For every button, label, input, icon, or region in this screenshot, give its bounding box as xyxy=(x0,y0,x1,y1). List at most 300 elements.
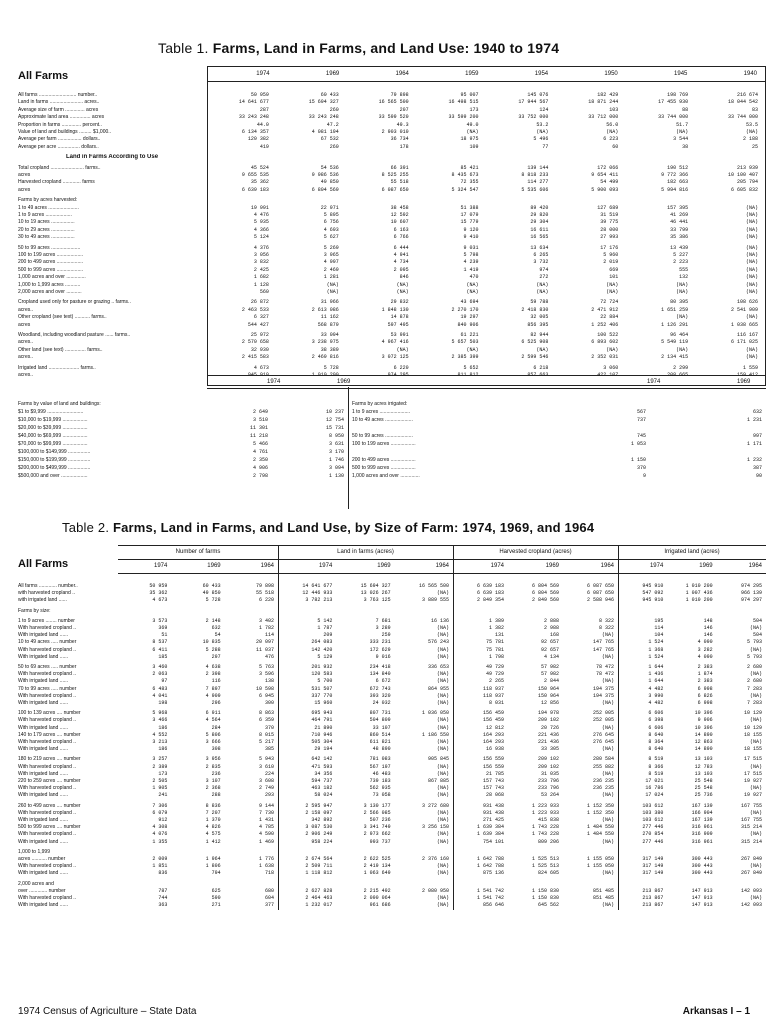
table1-cell xyxy=(487,197,557,204)
table2-cell: 317 149 xyxy=(642,856,664,862)
table2-row-label: 140 to 179 acres .... number xyxy=(18,731,81,738)
table2-cell: (NA) xyxy=(436,671,449,678)
table2-row-label: With harvested cropland .. xyxy=(18,809,77,816)
table2-cell: 31 035 xyxy=(540,770,559,777)
value-distribution-value: 1 746 xyxy=(328,457,344,463)
table1-cell: 6 163 xyxy=(393,226,409,233)
table1-cell: 3 238 975 xyxy=(311,339,339,346)
table2-cell: 284 xyxy=(211,724,221,731)
table2-row-label: 1,000 to 1,999 xyxy=(18,848,50,855)
table2-cell: 25 548 xyxy=(694,778,713,784)
table2-all-farms-heading: All Farms xyxy=(18,558,69,570)
table1-cell: 38 xyxy=(682,143,689,150)
table2-row-values xyxy=(118,771,766,778)
table2-cell: 3 272 680 xyxy=(421,802,449,809)
table1-row-values xyxy=(207,205,766,212)
table1-cell: 3 072 125 xyxy=(381,354,409,361)
table1-cell: 145 076 xyxy=(527,92,549,98)
irrigated-distribution-value: 370 xyxy=(636,465,646,471)
table2-cell: (NA) xyxy=(601,870,614,877)
table2-row-values xyxy=(118,824,766,831)
table2-cell: 2 376 160 xyxy=(421,856,449,862)
table2-cell: 209 102 xyxy=(537,756,559,763)
table2-row-values xyxy=(118,678,766,685)
table2-cell: 3 608 xyxy=(258,778,274,784)
table2-row-values xyxy=(118,671,766,678)
table1-cell: 1 252 406 xyxy=(591,321,619,328)
table1-cell: (NA) xyxy=(745,252,758,258)
table2-cell: 2 835 xyxy=(205,763,221,770)
table2-cell: 1 541 742 xyxy=(476,895,504,901)
table1-cell: 2 469 816 xyxy=(311,354,339,361)
table2-row-values xyxy=(118,647,766,654)
table2-cell: 6 639 183 xyxy=(476,590,504,597)
table2-cell: 146 xyxy=(703,625,713,631)
table2-cell: (NA) xyxy=(749,717,762,724)
table2-header xyxy=(118,545,766,574)
table1-cell: 2 385 399 xyxy=(451,354,479,361)
table2-cell: 277 446 xyxy=(642,824,664,831)
table2-cell: (NA) xyxy=(601,746,614,753)
table2-cell: 116 xyxy=(211,678,221,685)
table2-cell: 103 380 xyxy=(642,809,664,816)
table2-row-label: 10 to 49 acres ..... number xyxy=(18,639,77,646)
table1-cell xyxy=(207,197,277,204)
table2-row-values xyxy=(118,856,766,863)
table1-row-label: Value of land and buildings ......... $1,000.. xyxy=(18,129,112,135)
table2-row-label: With irrigated land ...... xyxy=(18,632,69,639)
table2-cell: 7 897 xyxy=(205,685,221,692)
table1-cell: 51 388 xyxy=(460,204,479,211)
table2-cell: 10 396 xyxy=(694,724,713,731)
table1-cell: 8 435 673 xyxy=(451,172,479,178)
table2-cell: 2 389 xyxy=(152,763,168,770)
table2-cell: 363 xyxy=(158,902,168,909)
table2-cell: 194 375 xyxy=(592,692,614,699)
table2-cell: 1 036 050 xyxy=(421,710,449,717)
table2-cell: 5 129 xyxy=(317,653,333,660)
table2-cell: 336 653 xyxy=(427,664,449,670)
value-distribution-value: 1 130 xyxy=(328,473,344,479)
table2-row-values xyxy=(118,764,766,771)
table2-cell: 9 016 xyxy=(375,653,391,660)
table1-cell: 33 243 248 xyxy=(308,114,339,121)
table2-row-label: 50 to 69 acres ..... number xyxy=(18,664,77,670)
table2-cell: 5 793 xyxy=(746,639,762,646)
table1-cell: 5 935 xyxy=(253,219,269,226)
table2-year-col: 1969 xyxy=(207,563,221,569)
table2-cell: 6 672 xyxy=(375,678,391,685)
table2-cell: 1 484 550 xyxy=(586,824,614,831)
table2-cell: 16 938 xyxy=(485,746,504,753)
table2-cell: 120 583 xyxy=(311,671,333,678)
table1-row-label: acres xyxy=(18,186,31,193)
table1-cell: 38 458 xyxy=(390,204,409,211)
table1-cell: 18 871 244 xyxy=(588,99,619,106)
table1-row-label: 1,000 to 1,999 acres ........... xyxy=(18,281,81,288)
table2-cell: 75 781 xyxy=(485,639,504,646)
irrigated-distribution-value: 387 xyxy=(752,465,762,471)
table2-cell: 147 765 xyxy=(592,639,614,646)
table1-cell: 1 848 130 xyxy=(381,306,409,313)
table2-cell: (NA) xyxy=(749,831,762,838)
table1-cell: 59 788 xyxy=(530,299,549,306)
table2-cell: 264 083 xyxy=(311,639,333,646)
table1-cell: 120 382 xyxy=(247,136,269,143)
table2-cell: 1 155 050 xyxy=(586,856,614,862)
table2-cell: 8 640 xyxy=(648,746,664,753)
table2-cell: 14 890 xyxy=(694,746,713,753)
table1-cell: 4 366 xyxy=(253,226,269,233)
table2-cell: 146 xyxy=(703,632,713,639)
table2-cell: 10 598 xyxy=(255,685,274,692)
table2-cell: 271 425 xyxy=(482,817,504,823)
table2-cell: 2 973 662 xyxy=(363,831,391,838)
table1-cell: 8 525 255 xyxy=(381,172,409,178)
table2-cell: 19 927 xyxy=(743,778,762,784)
table1-cell: 56.0 xyxy=(606,121,619,128)
irrigated-distribution-value: 567 xyxy=(636,409,646,415)
table2-cell: (NA) xyxy=(601,632,614,639)
table1-cell: 46 441 xyxy=(670,219,689,226)
table2-cell: 4 826 xyxy=(205,824,221,831)
table2-cell: 1 436 xyxy=(648,671,664,678)
table2-cell: (NA) xyxy=(436,653,449,660)
table2-cell: 147 913 xyxy=(691,895,713,901)
table2-cell: 73 058 xyxy=(372,792,391,799)
table2-cell: 1 525 513 xyxy=(531,856,559,862)
value-distribution-value: 3 170 xyxy=(328,449,344,455)
table2-cell: 3 341 749 xyxy=(363,824,391,831)
table2-cell: 6 998 xyxy=(697,700,713,706)
table1-cell: 49.3 xyxy=(396,121,409,128)
table1-cell xyxy=(347,197,417,204)
table2-cell: 1 368 xyxy=(648,646,664,653)
table1-cell: 3 060 xyxy=(603,364,619,371)
table2-cell: 12 783 xyxy=(694,763,713,770)
table2-cell: 148 xyxy=(703,617,713,624)
table2-cell: 17 515 xyxy=(743,770,762,777)
table2-cell: 21 785 xyxy=(485,770,504,777)
table1-cell: 568 879 xyxy=(317,321,339,328)
table2-cell: 4 638 xyxy=(205,664,221,670)
table1-cell: (NA) xyxy=(745,212,758,218)
table2-cell: 16 786 xyxy=(645,785,664,792)
table2-cell: 2 505 xyxy=(152,778,168,784)
table2-group-divider xyxy=(278,546,279,573)
table2-cell: 7 283 xyxy=(746,700,762,706)
irrigated-distribution-row xyxy=(352,432,766,440)
table1-cell: 127 689 xyxy=(597,204,619,211)
table2-row-values xyxy=(118,746,766,753)
table2-cell: (NA) xyxy=(749,739,762,745)
table2-cell: 4 552 xyxy=(152,731,168,738)
table2-cell: 164 293 xyxy=(482,731,504,738)
table2-cell: 118 937 xyxy=(482,685,504,692)
table2-row-label: 500 to 999 acres .... number xyxy=(18,824,81,831)
irrigated-distribution-label: 1 to 9 acres ...................... xyxy=(352,409,411,415)
table1-cell: 2 463 533 xyxy=(241,306,269,313)
table2-cell: 2 627 828 xyxy=(305,887,333,894)
value-distribution-value: 3 631 xyxy=(328,441,344,447)
table2-cell: 18 155 xyxy=(743,731,762,738)
table2-cell: 195 xyxy=(654,617,664,624)
table2-cell: 1 525 513 xyxy=(531,863,559,870)
table2-year-col: 1969 xyxy=(699,563,713,569)
table1-cell: 5 960 xyxy=(603,252,619,258)
table2-cell: 104 xyxy=(654,632,664,639)
table1-year-col: 1959 xyxy=(465,71,479,77)
table2-cell: 4 076 xyxy=(152,831,168,838)
table2-cell: 2 368 xyxy=(205,785,221,792)
table2-cell: 6 826 xyxy=(697,692,713,699)
value-distribution-label: $20,000 to $39,999 .................. xyxy=(18,425,88,431)
table1-cell: 33 744 000 xyxy=(658,114,689,121)
table1-cell: 54 499 xyxy=(600,179,619,186)
table2-cell: 156 559 xyxy=(482,756,504,763)
table2-cell: 369 xyxy=(158,625,168,631)
table2-cell: 173 xyxy=(158,770,168,777)
table2-cell: 51 xyxy=(161,632,168,639)
table2-cell: 5 968 xyxy=(152,710,168,717)
table2-cell: 17 024 xyxy=(645,792,664,799)
table1-cell: 6 525 908 xyxy=(521,339,549,346)
table1-year-col: 1969 xyxy=(325,71,340,77)
table2-cell: (NA) xyxy=(601,838,614,845)
table1-cell: 6 327 xyxy=(253,314,269,321)
table2-cell: 15 960 xyxy=(314,700,333,706)
table2-cell: (NA) xyxy=(749,671,762,678)
table2-cell: (NA) xyxy=(749,625,762,631)
table2-row-values xyxy=(118,686,766,693)
table1-cell: 6 134 357 xyxy=(241,129,269,135)
table2-cell: 1 370 xyxy=(205,817,221,823)
table2-cell: 1 150 830 xyxy=(531,887,559,894)
table1-cell: 47.2 xyxy=(326,121,339,128)
table2-row-label: With irrigated land ...... xyxy=(18,902,69,909)
table1-cell: 49 850 xyxy=(320,179,339,186)
table1-cell: (NA) xyxy=(326,281,339,288)
table2-cell: 12 812 xyxy=(485,724,504,731)
table1-row-label: acres.. xyxy=(18,339,34,346)
table2-row-values xyxy=(118,732,766,739)
table1-cell: 419 xyxy=(259,143,269,150)
table1-cell: 597 495 xyxy=(387,321,409,328)
table2-row-values xyxy=(118,710,766,717)
table2-cell: 4 575 xyxy=(205,831,221,838)
footer-source: 1974 Census of Agriculture – State Data xyxy=(18,1006,197,1017)
table2-cell: 377 xyxy=(264,902,274,909)
table1-row-label: 1 to 49 acres ...................... xyxy=(18,204,79,211)
irrigated-distribution-label: 200 to 499 acres .................. xyxy=(352,457,416,463)
table2-cell: 824 605 xyxy=(537,870,559,877)
table2-cell: 2 849 354 xyxy=(476,597,504,604)
table2-cell: 958 224 xyxy=(311,838,333,845)
table2-cell: 1 642 788 xyxy=(476,863,504,870)
table2-cell: 337 770 xyxy=(311,692,333,699)
table1-cell: 5 535 606 xyxy=(521,186,549,193)
table2-cell: 167 139 xyxy=(691,802,713,809)
table2-cell: 875 136 xyxy=(482,870,504,877)
table2-cell: 1 964 xyxy=(205,856,221,862)
table1-cell: 207 xyxy=(399,106,409,113)
table1-section-heading: Land in Farms According to Use xyxy=(65,154,159,161)
table1-cell: 72 355 xyxy=(460,179,479,186)
table2-cell: 2 988 xyxy=(543,625,559,631)
table2-row-values xyxy=(118,693,766,700)
table1-cell: 4 693 xyxy=(323,226,339,233)
table2-cell: 147 913 xyxy=(691,887,713,894)
table2-cell: 3 596 xyxy=(258,671,274,678)
table2-cell: 75 781 xyxy=(485,646,504,653)
table2-cell: (NA) xyxy=(436,739,449,745)
table1-cell: 182 663 xyxy=(667,179,689,186)
table1-row-values xyxy=(207,259,766,266)
table1-cell: 6 444 xyxy=(393,244,409,251)
table1-cell: 5 269 xyxy=(323,244,339,251)
value-distribution-value: 12 754 xyxy=(325,417,344,423)
table2-cell: 3 107 xyxy=(205,778,221,784)
table1-cell: 2 613 086 xyxy=(311,306,339,313)
table2-cell: 864 955 xyxy=(427,685,449,692)
table2-cell: 1 644 xyxy=(648,678,664,685)
table2-row-values xyxy=(118,803,766,810)
table2-cell: 504 809 xyxy=(369,717,391,724)
table1-cell: 11 162 xyxy=(320,314,339,321)
table2-cell: 10 835 xyxy=(202,639,221,646)
table1-cell: 124 xyxy=(539,106,549,113)
table2-cell: 4 134 xyxy=(543,653,559,660)
table2-cell: 252 005 xyxy=(592,717,614,724)
table2-cell: 6 804 569 xyxy=(531,590,559,597)
table1-cell: (NA) xyxy=(606,281,619,288)
table1-cell: 5 994 816 xyxy=(661,186,689,193)
table2-group-header: Harvested cropland (acres) xyxy=(453,546,618,560)
table1-row-values xyxy=(207,252,766,259)
table2-cell: 8 863 xyxy=(258,710,274,717)
table2-cell: 18 155 xyxy=(743,746,762,753)
value-distribution-value: 8 950 xyxy=(328,433,344,439)
table1-row-label: acres.. xyxy=(18,306,34,313)
table1-cell: 85 421 xyxy=(460,164,479,171)
table2-cell: 14 641 677 xyxy=(302,583,333,589)
table1-cell: 470 xyxy=(469,274,479,281)
table2-cell: 28 068 xyxy=(485,792,504,799)
table1-cell: 5 657 503 xyxy=(451,339,479,346)
table2-cell: 241 xyxy=(158,792,168,799)
table2-cell: 33 107 xyxy=(372,724,391,731)
irrigated-distribution-row xyxy=(352,448,766,456)
table1-cell: 1 126 291 xyxy=(661,321,689,328)
table2-cell: 142 093 xyxy=(740,902,762,909)
table1-cell: 33 744 000 xyxy=(727,114,758,121)
table2-cell: (NA) xyxy=(436,895,449,901)
table2-cell: 2 588 946 xyxy=(586,597,614,604)
table2-cell: (NA) xyxy=(436,770,449,777)
table1-cell: 25 xyxy=(751,143,758,150)
table2-cell: 167 139 xyxy=(691,817,713,823)
table2-cell: 2 888 xyxy=(543,617,559,624)
table1-cell: 17 455 930 xyxy=(658,99,689,106)
table1-cell: 157 395 xyxy=(667,204,689,211)
table2-cell: 150 964 xyxy=(537,692,559,699)
table1-cell: 2 469 xyxy=(323,266,339,273)
table2-cell: 5 943 xyxy=(258,756,274,763)
table2-year-col: 1969 xyxy=(545,563,559,569)
table2-cell: 13 026 267 xyxy=(360,590,391,597)
table1-cell: 6 804 569 xyxy=(311,186,339,193)
table2-cell: 2 509 711 xyxy=(305,863,333,870)
table2-cell: 186 xyxy=(158,724,168,731)
table1-cell: 6 605 832 xyxy=(730,186,758,193)
table2-cell: 2 464 463 xyxy=(305,895,333,901)
table2-cell: 296 xyxy=(211,700,221,706)
table1-cell: 182 429 xyxy=(597,92,619,98)
table2-cell: 2 265 xyxy=(488,678,504,685)
value-distribution-row xyxy=(18,408,348,416)
table1-cell: 2 418 830 xyxy=(521,306,549,313)
table1-cell: (NA) xyxy=(676,129,689,135)
table2-year-col: 1974 xyxy=(153,563,168,569)
table2-cell: 255 882 xyxy=(592,763,614,770)
table1-cell: 857 663 xyxy=(527,372,549,378)
table2-cell: 147 765 xyxy=(592,646,614,653)
table2-cell: (NA) xyxy=(436,746,449,753)
table2-cell: 787 xyxy=(158,887,168,894)
table2-cell: (NA) xyxy=(601,770,614,777)
table2-row-values xyxy=(118,597,766,604)
table2-cell: 945 910 xyxy=(642,597,664,604)
table2-row-values xyxy=(118,902,766,909)
table2-cell: 6 220 xyxy=(258,597,274,604)
table2-cell: 6 087 650 xyxy=(586,583,614,589)
table2-cell: 14 890 xyxy=(694,731,713,738)
table1-cell: 29 832 xyxy=(390,299,409,306)
table2-cell: 632 xyxy=(211,625,221,631)
table1-cell: (NA) xyxy=(745,204,758,211)
table2-cell: 209 xyxy=(323,632,333,639)
table1-cell xyxy=(556,154,626,161)
table2-cell: 8 322 xyxy=(598,625,614,631)
table2-cell: 625 xyxy=(211,887,221,894)
table1-cell: 33 752 000 xyxy=(518,114,549,121)
table1-cell: 22 971 xyxy=(320,204,339,211)
table1-cell: 32 005 xyxy=(530,314,549,321)
table2-cell: 1 152 350 xyxy=(586,809,614,816)
table2-row-label: 2,000 acres and xyxy=(18,880,54,887)
table1-row-label: Average size of farm .............. acres xyxy=(18,106,99,113)
value-distribution-value: 15 731 xyxy=(325,425,344,431)
table1-cell: 35 386 xyxy=(670,234,689,241)
table2-row-label: With irrigated land ...... xyxy=(18,724,69,731)
table1-cell: 41 269 xyxy=(670,212,689,218)
table2-row-values xyxy=(118,817,766,824)
table2-year-col: 1969 xyxy=(377,563,391,569)
table2-cell: 3 130 177 xyxy=(363,802,391,809)
irrigated-distribution-value: 90 xyxy=(755,473,762,479)
table2-cell: 194 375 xyxy=(592,685,614,692)
table2-cell: 3 666 xyxy=(205,739,221,745)
table1-cell: 51.7 xyxy=(676,121,689,128)
table2-cell: 1 524 xyxy=(648,639,664,646)
table1-cell: 422 107 xyxy=(597,372,619,378)
table1-cell: 15 779 xyxy=(460,219,479,226)
table2-cell: 504 xyxy=(752,632,762,639)
table2-cell: 308 xyxy=(211,746,221,753)
table2-cell: 464 791 xyxy=(311,717,333,724)
table2-cell: (NA) xyxy=(749,863,762,870)
value-distribution-value: 3 094 xyxy=(328,465,344,471)
